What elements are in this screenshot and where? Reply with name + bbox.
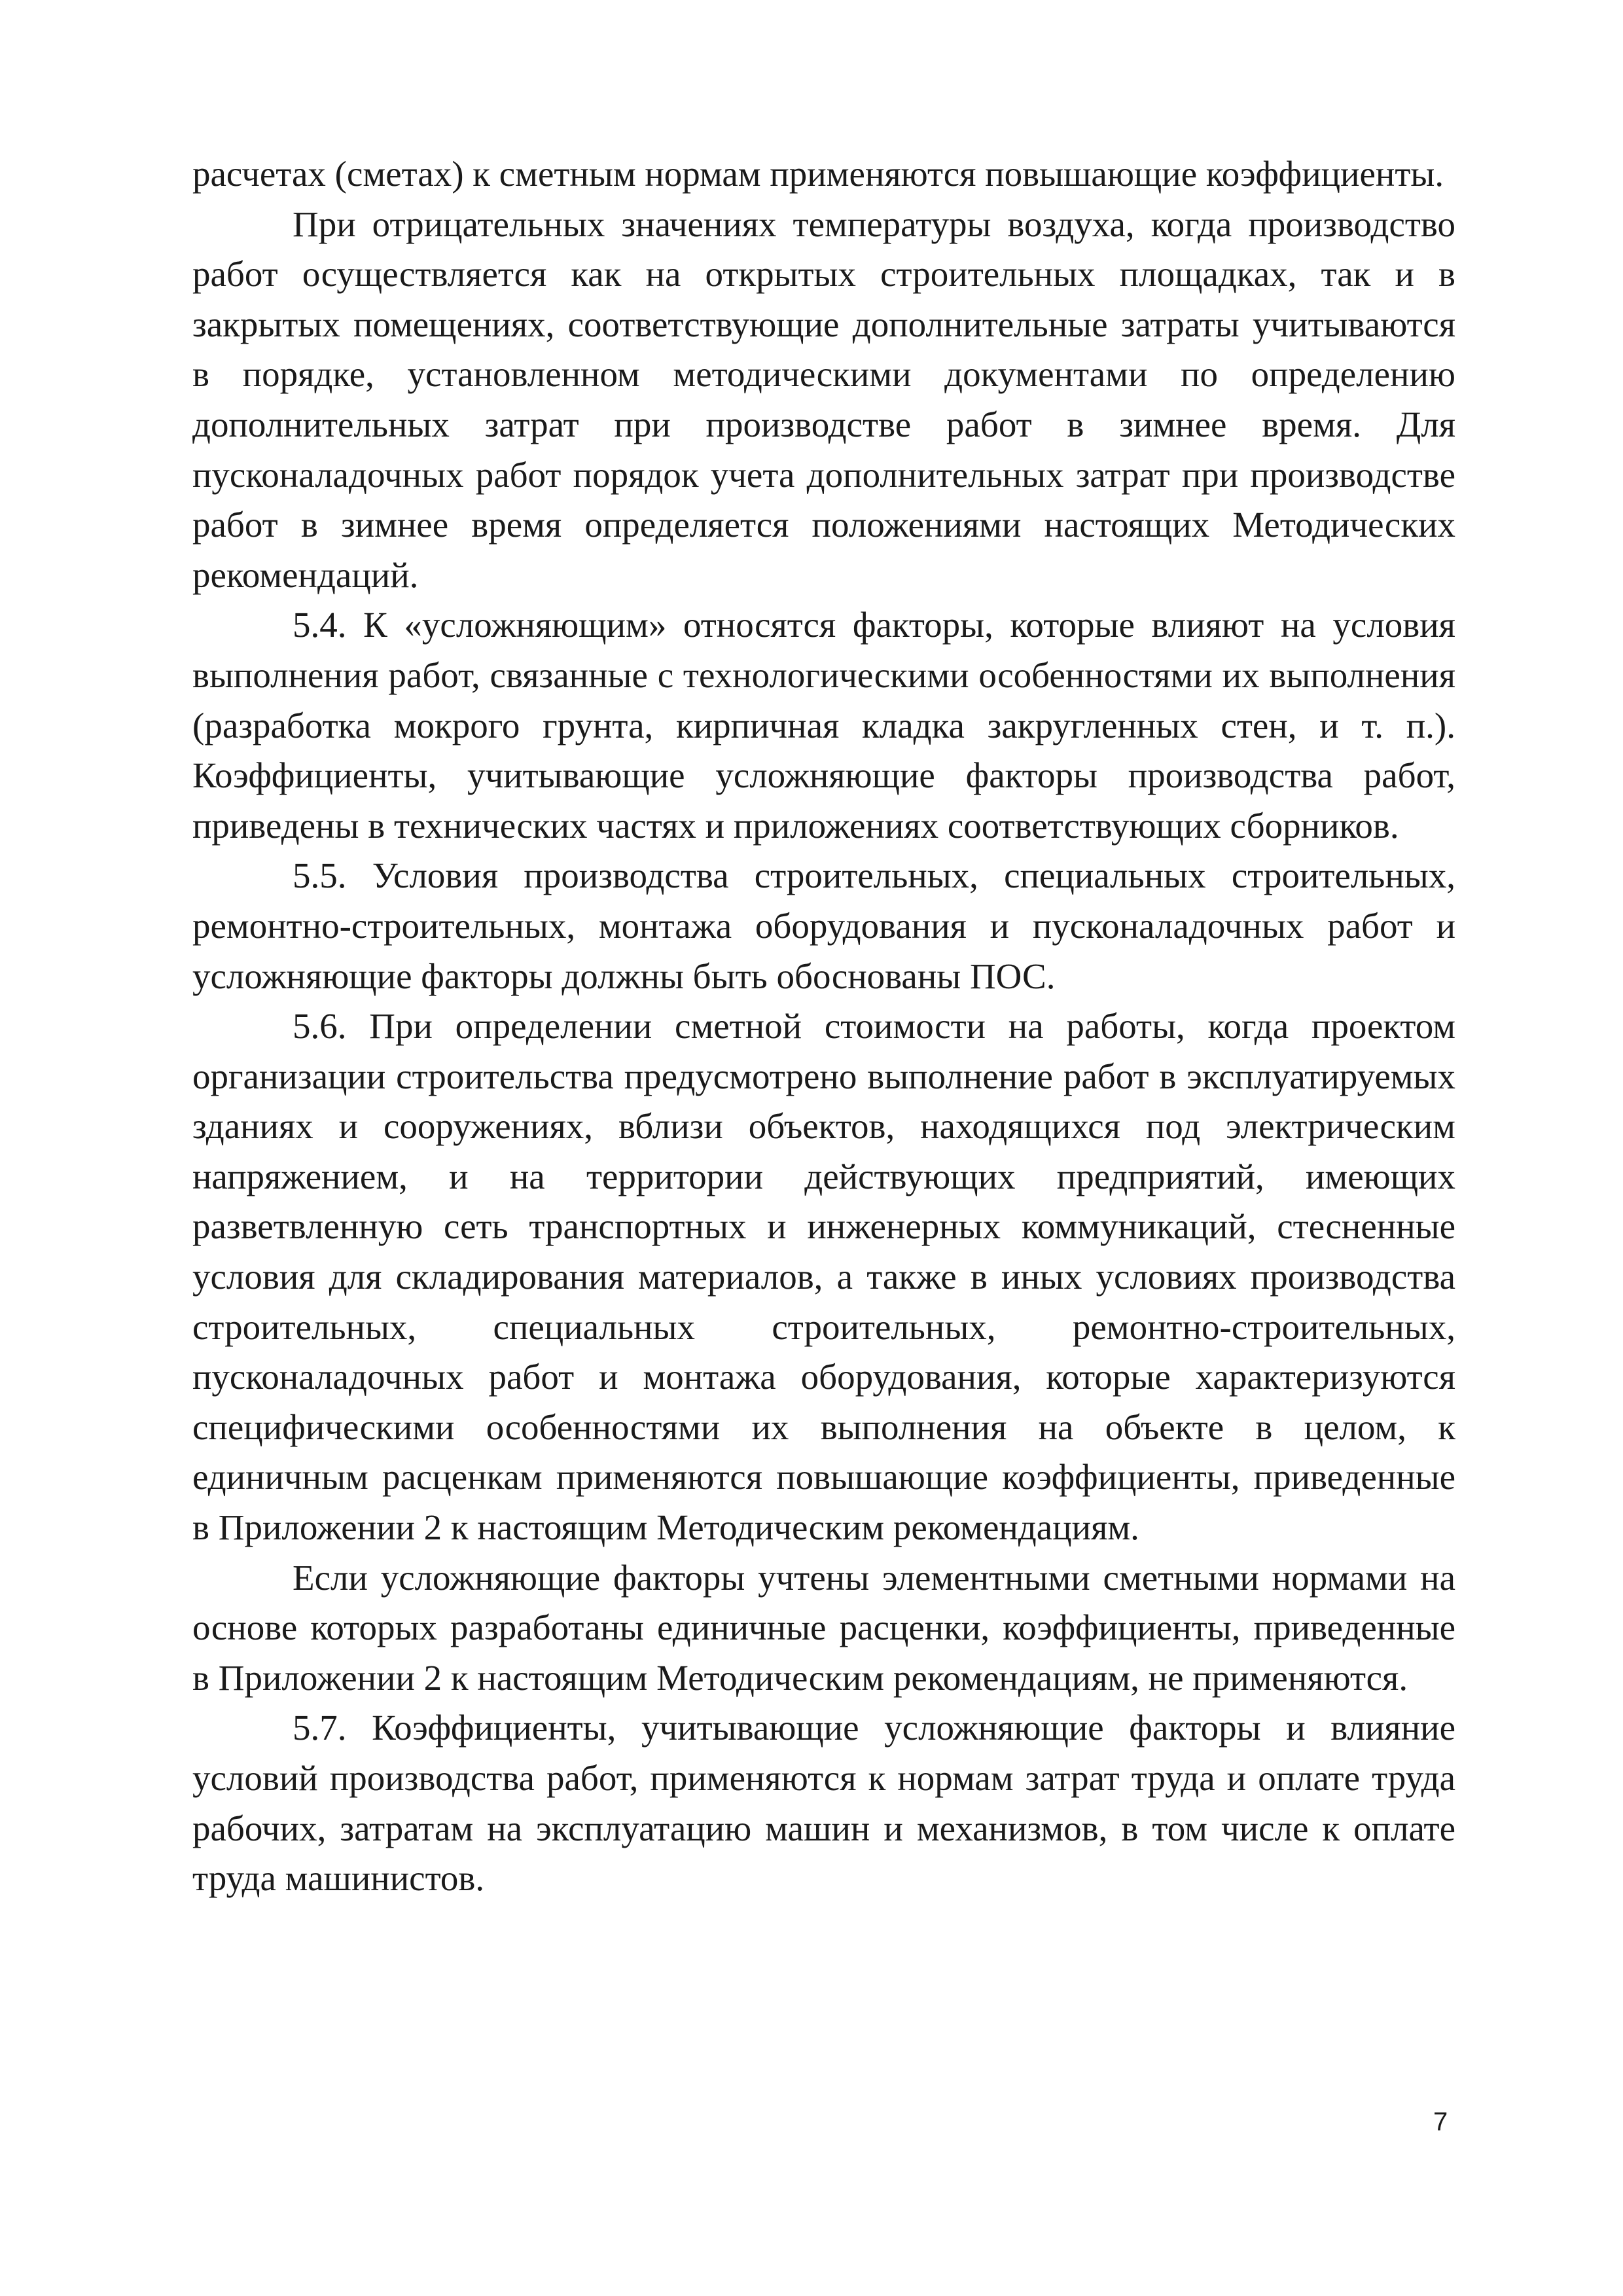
paragraph-5-6: 5.6. При определении сметной стоимости на работы, когда проектом организации строительства предусмотрено выполнение работ в эксплуатируемых зданиях и сооружениях, вблизи объектов, находящихся под электрическим напряжением, и на территории действующих предприятий, имеющих разветвленную сеть транспортных и инженерных коммуникаций, стесненные условия для складирования материалов, а также в иных условиях производства строительных, специальных строительных, ремонтно-строительных, пусконаладочных работ и монтажа оборудования, которые характеризуются специфическими особенностями их выполнения на объекте в целом, к единичным расценкам применяются повышающие коэффициенты, приведенные в Приложении 2 к настоящим Методическим рекомендациям. bbox=[192, 1006, 1455, 1548]
document-body bbox=[192, 149, 1455, 1904]
paragraph-winter-conditions: При отрицательных значениях температуры воздуха, когда производство работ осуществляется как на открытых строительных площадках, так и в закрытых помещениях, соответствующие дополнительные затраты учитываются в порядке, установленном методическими документами по определению дополнительных затрат при производстве работ в зимнее время. Для пусконаладочных работ порядок учета дополнительных затрат при производстве работ в зимнее время определяется положениями настоящих Методических рекомендаций. bbox=[192, 204, 1455, 595]
paragraph-5-4: 5.4. К «усложняющим» относятся факторы, которые влияют на условия выполнения работ, связанные с технологическими особенностями их выполнения (разработка мокрого грунта, кирпичная кладка закругленных стен, и т. п.). Коэффициенты, учитывающие усложняющие факторы производства работ, приведены в технических частях и приложениях соответствующих сборников. bbox=[192, 605, 1455, 846]
paragraph-5-7: 5.7. Коэффициенты, учитывающие усложняющие факторы и влияние условий производства работ, применяются к нормам затрат труда и оплате труда рабочих, затратам на эксплуатацию машин и механизмов, в том числе к оплате труда машинистов. bbox=[192, 1708, 1455, 1899]
paragraph-5-5: 5.5. Условия производства строительных, специальных строительных, ремонтно-строительных, монтажа оборудования и пусконаладочных работ и усложняющие факторы должны быть обоснованы ПОС. bbox=[192, 855, 1455, 996]
paragraph-continuation: расчетах (сметах) к сметным нормам применяются повышающие коэффициенты. bbox=[192, 154, 1444, 194]
page-number: 7 bbox=[1433, 2108, 1448, 2136]
paragraph-complicating-factors: Если усложняющие факторы учтены элементными сметными нормами на основе которых разработаны единичные расценки, коэффициенты, приведенные в Приложении 2 к настоящим Методическим рекомендациям, не применяются. bbox=[192, 1557, 1455, 1698]
